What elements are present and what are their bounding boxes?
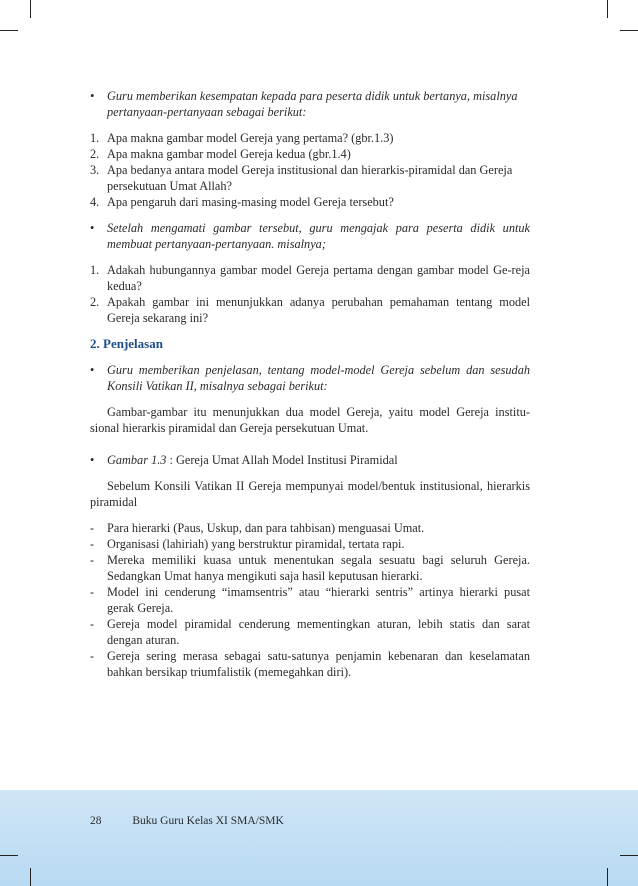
bullet-icon: • (90, 363, 95, 377)
crop-mark (0, 855, 18, 856)
figure-label: Gambar 1.3 (107, 453, 167, 467)
numbered-item: 3. Apa bedanya antara model Gereja institusional dan hierarkis-piramidal dan Gereja persekutuan Umat Allah? (90, 163, 513, 193)
dash-item: - Gereja sering merasa sebagai satu-satunya penjamin kebenaran dan keselamatan bahkan bersikap triumfalistik (memegahkan diri). (90, 649, 530, 679)
question-text: Apa makna gambar model Gereja kedua (gbr.1.4) (107, 147, 351, 161)
bullet-icon: • (90, 453, 95, 467)
question-text: Apa bedanya antara model Gereja institusional dan hierarkis-piramidal dan Gereja persekutuan Umat Allah? (107, 163, 513, 193)
dash-item: - Para hierarki (Paus, Uskup, dan para tahbisan) menguasai Umat. (90, 521, 425, 535)
footer-band (0, 790, 638, 886)
bullet-item (90, 88, 530, 120)
dash-item-text: Model ini cenderung “imamsentris” atau “hierarki sentris” artinya hierarki pusat gerak Gereja. (107, 585, 530, 615)
question-text: Apakah gambar ini menunjukkan adanya perubahan pemahaman tentang model Gereja sekarang ini? (107, 295, 530, 325)
numbered-item: 2. Apakah gambar ini menunjukkan adanya perubahan pemahaman tentang model Gereja sekarang ini? (90, 295, 530, 325)
third-bullet-text: Guru memberikan penjelasan, tentang model-model Gereja sebelum dan sesudah Konsili Vatikan II, misalnya sebagai berikut: (107, 363, 530, 393)
numbered-item: 1. Apa makna gambar model Gereja yang pertama? (gbr.1.3) (90, 131, 394, 145)
page-content (90, 88, 530, 680)
bullet-item (90, 362, 530, 394)
question-text: Adakah hubungannya gambar model Gereja pertama dengan gambar model Ge-reja kedua? (107, 263, 530, 293)
bullet-item (90, 452, 530, 468)
crop-mark (620, 855, 638, 856)
dash-item-text: Gereja model piramidal cenderung mementingkan aturan, lebih statis dan sarat dengan aturan. (107, 617, 530, 647)
crop-mark (0, 30, 18, 31)
numbered-item: 1. Adakah hubungannya gambar model Gereja pertama dengan gambar model Ge-reja kedua? (90, 263, 530, 293)
dash-item: - Model ini cenderung “imamsentris” atau “hierarki sentris” artinya hierarki pusat gerak Gereja. (90, 585, 530, 615)
dash-item: - Mereka memiliki kuasa untuk menentukan segala sesuatu bagi seluruh Gereja. Sedangkan Umat hanya mengikuti saja hasil keputusan hierarki. (90, 553, 530, 583)
paragraph: Gambar-gambar itu menunjukkan dua model Gereja, yaitu model Gereja institu-sional hierarkis piramidal dan Gereja persekutuan Umat. (90, 405, 530, 435)
dash-item-text: Mereka memiliki kuasa untuk menentukan segala sesuatu bagi seluruh Gereja. Sedangkan Umat hanya mengikuti saja hasil keputusan hierarki. (107, 553, 530, 583)
second-bullet-text: Setelah mengamati gambar tersebut, guru mengajak para peserta didik untuk membuat pertanyaan-pertanyaan. misalnya; (107, 221, 530, 251)
book-title: Buku Guru Kelas XI SMA/SMK (132, 815, 284, 827)
figure-caption: : Gereja Umat Allah Model Institusi Piramidal (166, 453, 398, 467)
page-number: 28 (90, 815, 102, 827)
crop-mark (620, 30, 638, 31)
footer (90, 815, 284, 827)
paragraph: Sebelum Konsili Vatikan II Gereja mempunyai model/bentuk institusional, hierarkis piramidal (90, 479, 530, 509)
dash-item: - Gereja model piramidal cenderung mementingkan aturan, lebih statis dan sarat dengan aturan. (90, 617, 530, 647)
crop-mark (30, 868, 31, 886)
crop-mark (30, 0, 31, 18)
bullet-icon: • (90, 221, 95, 235)
bullet-icon: • (90, 89, 95, 103)
dash-item-text: Organisasi (lahiriah) yang berstruktur piramidal, tertata rapi. (107, 537, 405, 551)
dash-item-text: Gereja sering merasa sebagai satu-satunya penjamin kebenaran dan keselamatan bahkan bersikap triumfalistik (memegahkan diri). (107, 649, 530, 679)
intro-bullet-text: Guru memberikan kesempatan kepada para peserta didik untuk bertanya, misalnya pertanyaan-pertanyaan sebagai berikut: (107, 89, 518, 119)
question-text: Apa pengaruh dari masing-masing model Gereja tersebut? (107, 195, 394, 209)
bullet-item (90, 220, 530, 252)
numbered-item: 2. Apa makna gambar model Gereja kedua (gbr.1.4) (90, 147, 351, 161)
question-text: Apa makna gambar model Gereja yang pertama? (gbr.1.3) (107, 131, 394, 145)
crop-mark (607, 0, 608, 18)
section-heading: 2. Penjelasan (90, 336, 163, 351)
crop-mark (607, 868, 608, 886)
dash-item-text: Para hierarki (Paus, Uskup, dan para tahbisan) menguasai Umat. (107, 521, 425, 535)
dash-item: - Organisasi (lahiriah) yang berstruktur piramidal, tertata rapi. (90, 537, 405, 551)
numbered-item: 4. Apa pengaruh dari masing-masing model Gereja tersebut? (90, 195, 394, 209)
